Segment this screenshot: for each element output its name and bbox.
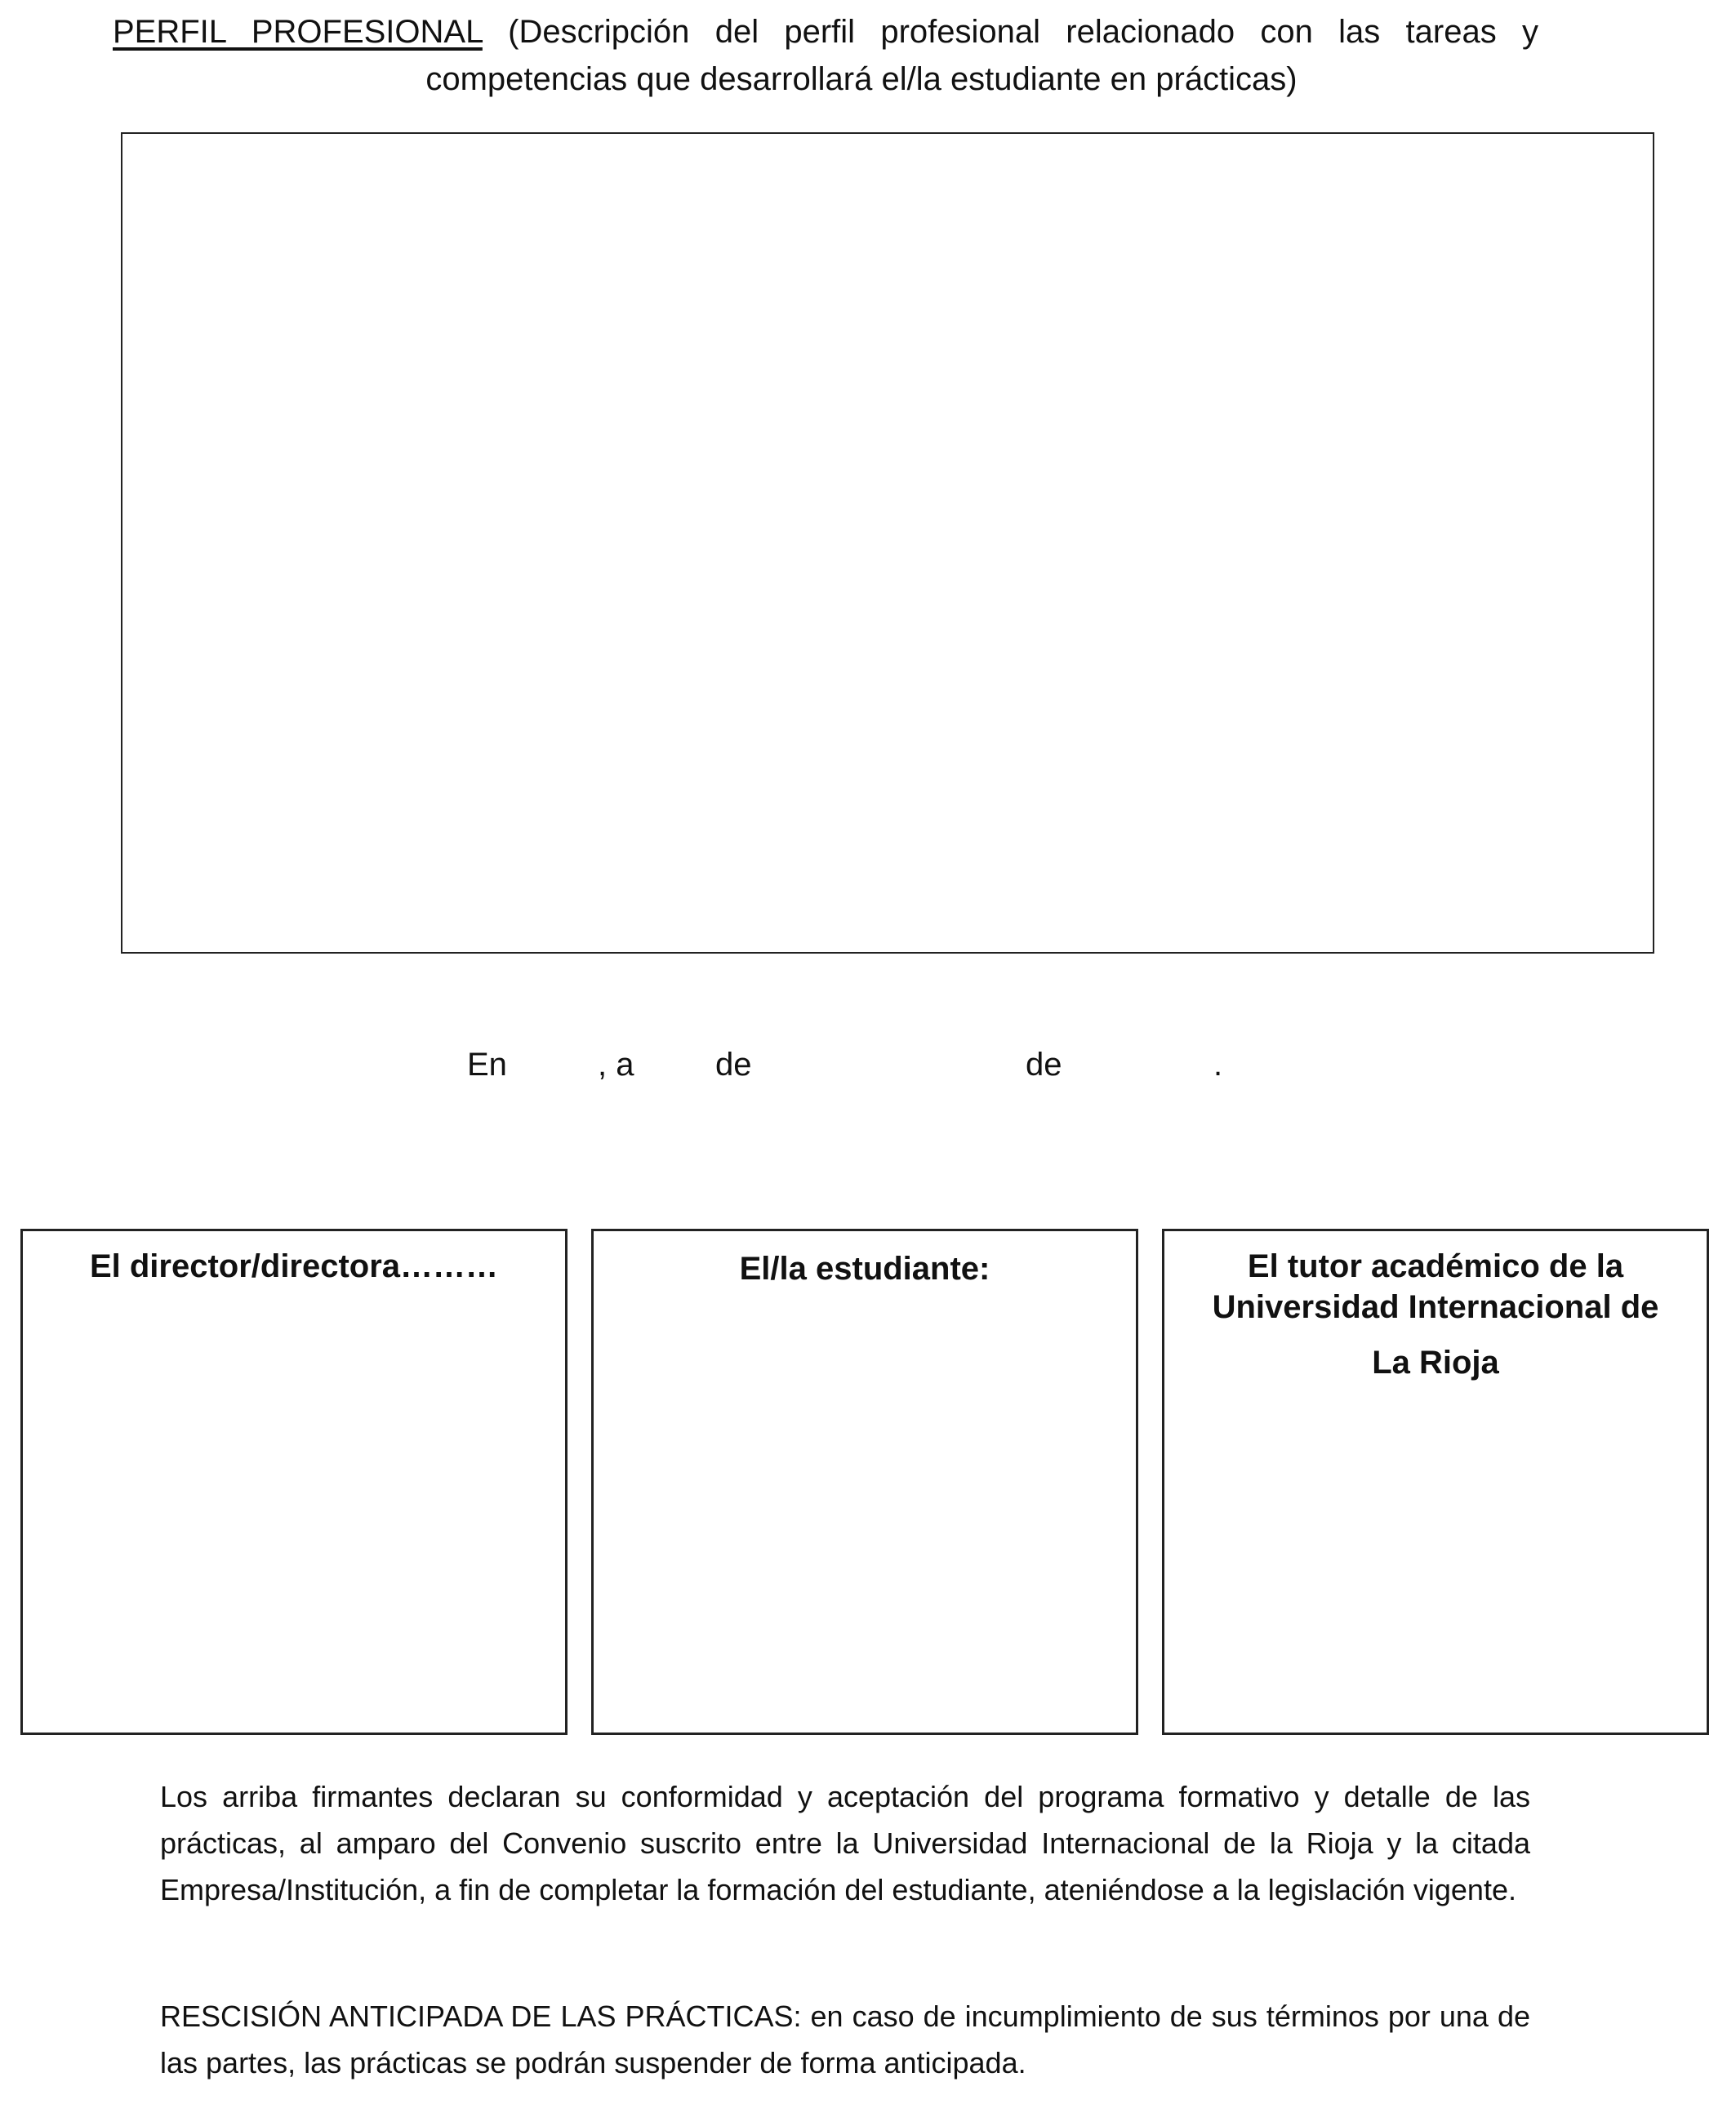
profile-heading [113,8,1538,56]
date-a: , a [598,1047,634,1083]
profile-description-box[interactable] [121,132,1654,954]
signature-director-label: El director/directora……… [89,1248,499,1284]
profile-heading-description-line2: competencias que desarrollará el/la estudiante en prácticas) [425,61,1298,97]
date-en: En [467,1047,507,1083]
signature-box-director[interactable] [20,1229,568,1735]
date-de-2: de [1026,1047,1062,1083]
profile-heading-description: (Descripción del perfil profesional relacionado con las tareas y [508,14,1538,50]
date-de-1: de [715,1047,752,1083]
signature-box-tutor[interactable] [1162,1229,1709,1735]
signature-tutor-label-line3: La Rioja [1372,1345,1499,1381]
conformity-paragraph: Los arriba firmantes declaran su conformidad y aceptación del programa formativo y detalle de las prácticas, al amparo del Convenio suscrito entre la Universidad Internacional de la Rioja y la citada Empresa/Institución, a fin de completar la formación del estudiante, ateniéndose a la legislación vigente. [160,1780,1530,1906]
signature-student-label: El/la estudiante: [739,1251,990,1287]
signature-box-student[interactable] [591,1229,1138,1735]
date-period: . [1213,1047,1223,1083]
signature-tutor-label-line2: Universidad Internacional de [1212,1289,1659,1325]
rescission-paragraph: RESCISIÓN ANTICIPADA DE LAS PRÁCTICAS: en caso de incumplimiento de sus términos por una de las partes, las prácticas se podrán suspender de forma anticipada. [160,1999,1530,2080]
signature-tutor-label-line1: El tutor académico de la [1247,1248,1624,1284]
profile-heading-label: PERFIL PROFESIONAL [113,14,483,50]
